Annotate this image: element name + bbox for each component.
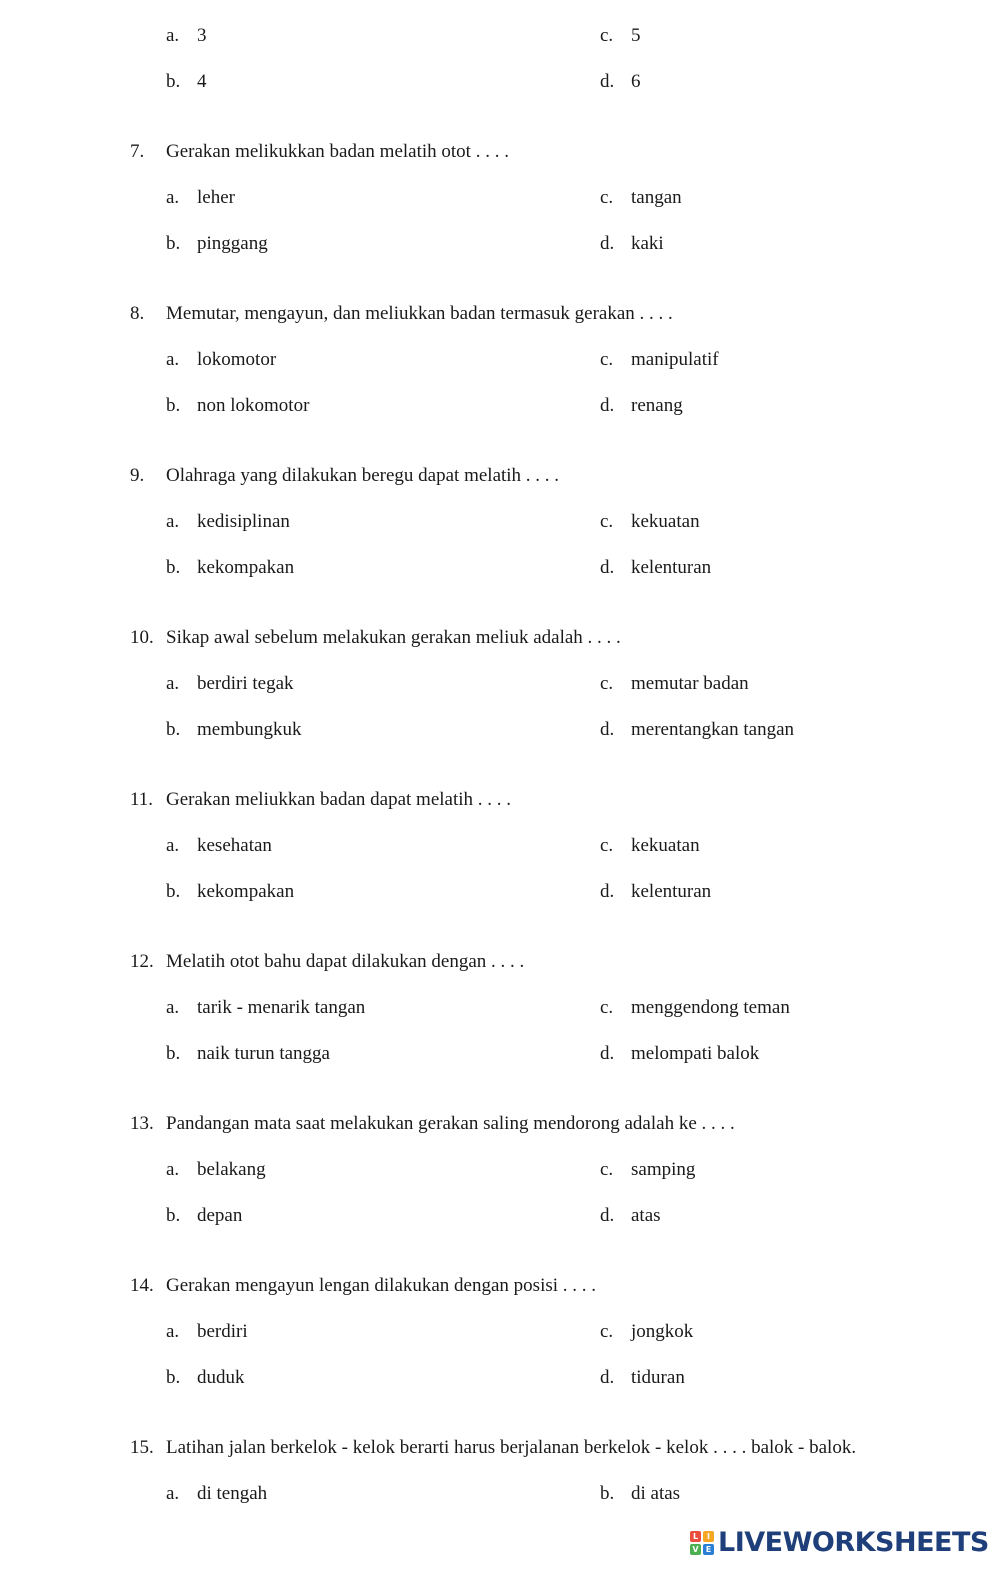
option-letter: b. xyxy=(166,1367,181,1388)
option-letter: a. xyxy=(166,997,180,1018)
question-number: 8. xyxy=(130,303,145,324)
question-text: Latihan jalan berkelok - kelok berarti harus berjalanan berkelok - kelok . . . . balok - balok. xyxy=(166,1437,857,1458)
option-letter: d. xyxy=(600,233,615,254)
option-text[interactable]: pinggang xyxy=(197,233,268,254)
option-text[interactable]: merentangkan tangan xyxy=(631,719,795,740)
option-letter: b. xyxy=(166,1043,181,1064)
option-letter: d. xyxy=(600,1205,615,1226)
option-text[interactable]: kekompakan xyxy=(197,881,295,902)
option-letter: a. xyxy=(166,511,180,532)
option-text[interactable]: samping xyxy=(631,1159,696,1180)
option-letter: a. xyxy=(166,1321,180,1342)
option-text[interactable]: membungkuk xyxy=(197,719,302,740)
logo-letter: V xyxy=(690,1544,701,1555)
option-letter: c. xyxy=(600,1321,614,1342)
question-number: 14. xyxy=(130,1275,154,1296)
question-number: 12. xyxy=(130,951,154,972)
option-text[interactable]: atas xyxy=(631,1205,661,1226)
option-letter: a. xyxy=(166,1483,180,1504)
option-text[interactable]: di tengah xyxy=(197,1483,268,1504)
question-text: Gerakan melikukkan badan melatih otot . . . . xyxy=(166,141,509,162)
option-letter: d. xyxy=(600,881,615,902)
option-text[interactable]: belakang xyxy=(197,1159,266,1180)
option-text[interactable]: kesehatan xyxy=(197,835,272,856)
option-text[interactable]: leher xyxy=(197,187,235,208)
option-letter: b. xyxy=(166,1205,181,1226)
option-letter: b. xyxy=(600,1483,615,1504)
option-letter: d. xyxy=(600,1043,615,1064)
option-letter: b. xyxy=(166,71,181,92)
option-text[interactable]: kaki xyxy=(631,233,664,254)
option-text[interactable]: kedisiplinan xyxy=(197,511,290,532)
option-letter: a. xyxy=(166,673,180,694)
option-letter: d. xyxy=(600,395,615,416)
option-text[interactable]: kelenturan xyxy=(631,557,712,578)
option-text[interactable]: tangan xyxy=(631,187,682,208)
option-text[interactable]: depan xyxy=(197,1205,243,1226)
logo-letter: L xyxy=(690,1531,701,1542)
option-text[interactable]: kelenturan xyxy=(631,881,712,902)
question-number: 10. xyxy=(130,627,154,648)
option-text[interactable]: tarik - menarik tangan xyxy=(197,997,366,1018)
option-text[interactable]: kekompakan xyxy=(197,557,295,578)
question-text: Gerakan mengayun lengan dilakukan dengan posisi . . . . xyxy=(166,1275,597,1296)
option-letter: c. xyxy=(600,673,614,694)
question-text: Gerakan meliukkan badan dapat melatih . . . . xyxy=(166,789,512,810)
option-letter: a. xyxy=(166,25,180,46)
option-text[interactable]: di atas xyxy=(631,1483,681,1504)
option-letter: c. xyxy=(600,511,614,532)
option-letter: a. xyxy=(166,349,180,370)
question-text: Memutar, mengayun, dan meliukkan badan termasuk gerakan . . . . xyxy=(166,303,673,324)
option-text[interactable]: tiduran xyxy=(631,1367,685,1388)
option-text[interactable]: melompati balok xyxy=(631,1043,760,1064)
option-letter: a. xyxy=(166,187,180,208)
liveworksheets-logo xyxy=(690,1528,989,1558)
option-text[interactable]: kekuatan xyxy=(631,835,700,856)
option-letter: a. xyxy=(166,1159,180,1180)
logo-letter: I xyxy=(703,1531,714,1542)
option-letter: c. xyxy=(600,1159,614,1180)
option-letter: d. xyxy=(600,71,615,92)
option-text[interactable]: 5 xyxy=(631,25,641,46)
logo-text: LIVEWORKSHEETS xyxy=(718,1527,989,1558)
option-letter: c. xyxy=(600,997,614,1018)
option-letter: c. xyxy=(600,835,614,856)
option-text[interactable]: memutar badan xyxy=(631,673,749,694)
option-text[interactable]: 6 xyxy=(631,71,641,92)
option-letter: b. xyxy=(166,881,181,902)
option-letter: c. xyxy=(600,187,614,208)
question-number: 9. xyxy=(130,465,145,486)
question-text: Pandangan mata saat melakukan gerakan saling mendorong adalah ke . . . . xyxy=(166,1113,735,1134)
option-text[interactable]: 3 xyxy=(197,25,207,46)
option-text[interactable]: kekuatan xyxy=(631,511,700,532)
option-text[interactable]: non lokomotor xyxy=(197,395,310,416)
logo-letter: E xyxy=(703,1544,714,1555)
option-letter: a. xyxy=(166,835,180,856)
option-letter: d. xyxy=(600,719,615,740)
option-text[interactable]: duduk xyxy=(197,1367,245,1388)
question-number: 15. xyxy=(130,1437,154,1458)
option-text[interactable]: menggendong teman xyxy=(631,997,790,1018)
option-letter: b. xyxy=(166,395,181,416)
option-letter: d. xyxy=(600,1367,615,1388)
question-text: Sikap awal sebelum melakukan gerakan meliuk adalah . . . . xyxy=(166,627,621,648)
option-letter: b. xyxy=(166,233,181,254)
option-letter: b. xyxy=(166,719,181,740)
option-letter: c. xyxy=(600,349,614,370)
option-text[interactable]: berdiri tegak xyxy=(197,673,294,694)
option-text[interactable]: manipulatif xyxy=(631,349,719,370)
question-number: 11. xyxy=(130,789,154,810)
option-text[interactable]: naik turun tangga xyxy=(197,1043,330,1064)
question-text: Olahraga yang dilakukan beregu dapat melatih . . . . xyxy=(166,465,560,486)
option-text[interactable]: berdiri xyxy=(197,1321,248,1342)
option-text[interactable]: 4 xyxy=(197,71,207,92)
question-number: 13. xyxy=(130,1113,154,1134)
option-text[interactable]: lokomotor xyxy=(197,349,277,370)
question-number: 7. xyxy=(130,141,145,162)
option-letter: c. xyxy=(600,25,614,46)
option-text[interactable]: renang xyxy=(631,395,683,416)
option-letter: d. xyxy=(600,557,615,578)
option-text[interactable]: jongkok xyxy=(631,1321,694,1342)
logo-mark-icon xyxy=(690,1531,714,1555)
option-letter: b. xyxy=(166,557,181,578)
question-text: Melatih otot bahu dapat dilakukan dengan . . . . xyxy=(166,951,525,972)
